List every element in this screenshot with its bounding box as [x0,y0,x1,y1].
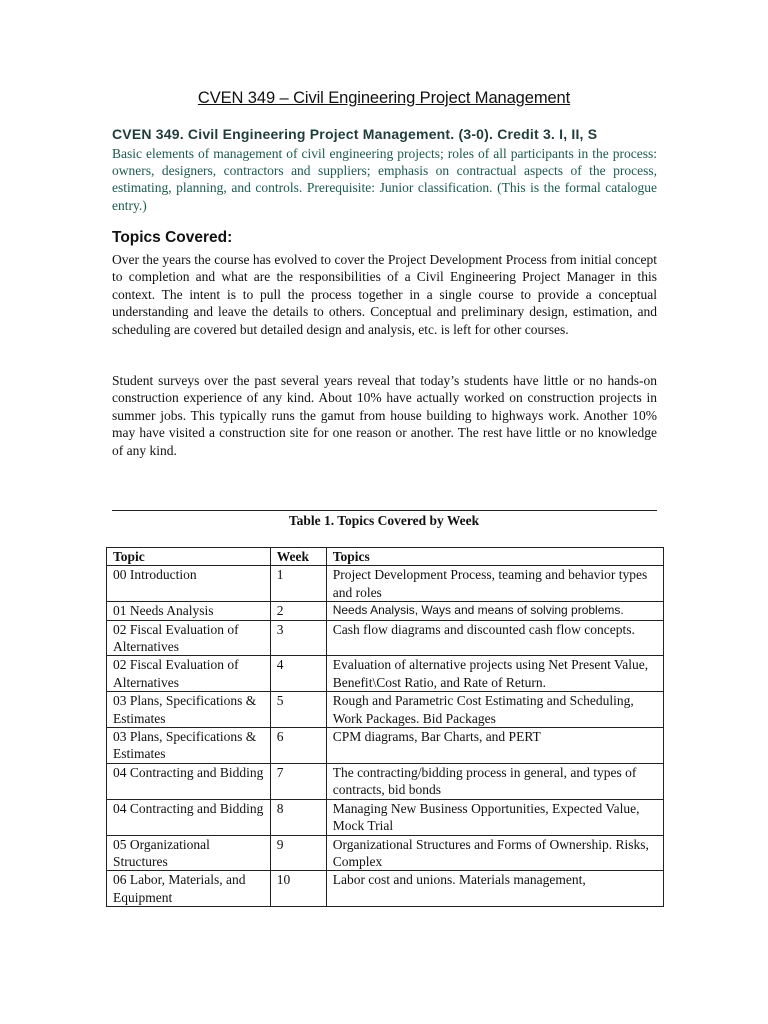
week-cell: 7 [270,763,326,799]
table-row [107,566,664,602]
topic-cell: 03 Plans, Specifications & Estimates [107,692,271,728]
week-cell: 3 [270,620,326,656]
week-cell: 6 [270,728,326,764]
table-row [107,692,664,728]
topic-cell: 04 Contracting and Bidding [107,799,271,835]
topic-cell: 06 Labor, Materials, and Equipment [107,871,271,907]
paragraph-student-surveys: Student surveys over the past several years reveal that today’s students have little or no hands-on construction experience of any kind. About 10% have actually worked on construction projects in summer jobs. This typically runs the gamut from house building to highways work. Another 10% may have visited a construction site for one reason or another. The rest have little or no knowledge of any kind. [112,373,657,458]
topic-cell: 05 Organizational Structures [107,835,271,871]
topics-cell: Needs Analysis, Ways and means of solving problems. [326,602,663,620]
column-header-week: Week [270,548,326,566]
table-header-row [107,548,664,566]
week-cell: 5 [270,692,326,728]
paragraph-course-evolution: Over the years the course has evolved to cover the Project Development Process from initial concept to completion and what are the responsibilities of a Civil Engineering Project Manager in this context. The intent is to pull the process together in a single course to provide a conceptual understanding and leave the details to others. Conceptual and preliminary design, estimation, and scheduling are covered but detailed design and analysis, etc. is left for other courses. [112,252,657,337]
topics-cell: Rough and Parametric Cost Estimating and Scheduling, Work Packages. Bid Packages [326,692,663,728]
topics-cell: Organizational Structures and Forms of Ownership. Risks, Complex [326,835,663,871]
topic-cell: 01 Needs Analysis [107,602,271,620]
week-cell: 2 [270,602,326,620]
topic-cell: 02 Fiscal Evaluation of Alternatives [107,656,271,692]
table-row [107,620,664,656]
topics-by-week-table [106,547,664,907]
catalog-heading: CVEN 349. Civil Engineering Project Management. (3-0). Credit 3. I, II, S [112,126,598,142]
topic-cell: 03 Plans, Specifications & Estimates [107,728,271,764]
topics-cell: Project Development Process, teaming and behavior types and roles [326,566,663,602]
topics-cell: Managing New Business Opportunities, Expected Value, Mock Trial [326,799,663,835]
week-cell: 8 [270,799,326,835]
table-row [107,728,664,764]
topics-cell: The contracting/bidding process in general, and types of contracts, bid bonds [326,763,663,799]
table-row [107,871,664,907]
table-row [107,799,664,835]
topics-cell: CPM diagrams, Bar Charts, and PERT [326,728,663,764]
table-row [107,763,664,799]
column-header-topics: Topics [326,548,663,566]
week-cell: 10 [270,871,326,907]
week-cell: 4 [270,656,326,692]
table-caption: Table 1. Topics Covered by Week [288,513,480,528]
table-row [107,835,664,871]
divider [112,510,657,511]
topic-cell: 00 Introduction [107,566,271,602]
week-cell: 9 [270,835,326,871]
topic-cell: 02 Fiscal Evaluation of Alternatives [107,620,271,656]
page-title: CVEN 349 – Civil Engineering Project Management [197,89,571,107]
topic-cell: 04 Contracting and Bidding [107,763,271,799]
topics-cell: Cash flow diagrams and discounted cash flow concepts. [326,620,663,656]
topics-cell: Evaluation of alternative projects using Net Present Value, Benefit\Cost Ratio, and Rate of Return. [326,656,663,692]
week-cell: 1 [270,566,326,602]
column-header-topic: Topic [107,548,271,566]
topics-cell: Labor cost and unions. Materials management, [326,871,663,907]
catalog-description: Basic elements of management of civil engineering projects; roles of all participants in the process: owners, designers, contractors and suppliers; emphasis on contractual aspects of the process, estimating, planning, and controls. Prerequisite: Junior classification. (This is the formal catalogue entry.) [112,146,657,213]
topics-covered-heading: Topics Covered: [112,229,233,246]
table-row [107,602,664,620]
table-row [107,656,664,692]
